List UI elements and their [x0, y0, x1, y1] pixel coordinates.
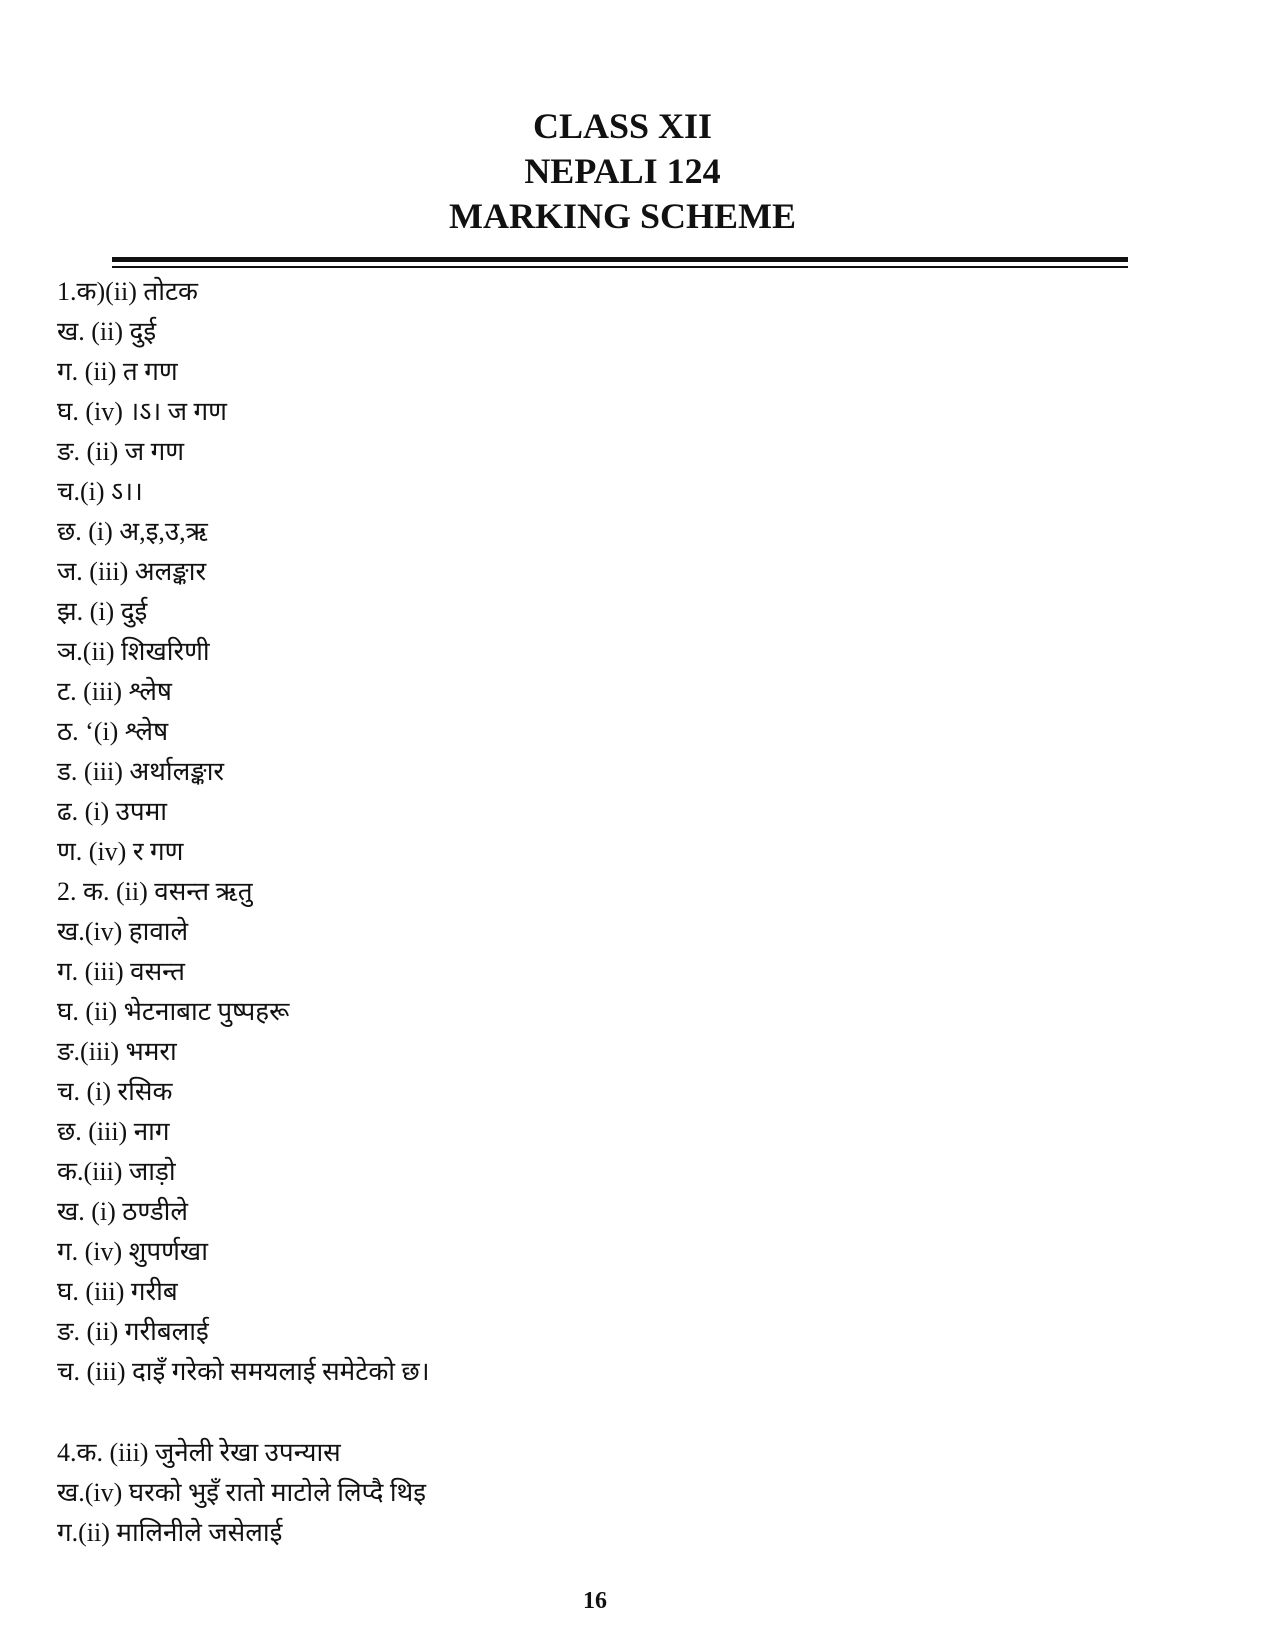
answer-item: घ. (iv) ।ऽ। ज गण	[57, 397, 227, 426]
answer-item: 4.क. (iii) जुनेली रेखा उपन्यास	[57, 1438, 341, 1467]
answer-item: ङ. (ii) ज गण	[57, 437, 185, 466]
answer-item: ख.(iv) घरको भुइँ रातो माटोले लिप्दै थिइ	[57, 1478, 427, 1507]
answer-item: ट. (iii) श्लेष	[57, 677, 172, 706]
answer-item: च. (i) रसिक	[57, 1077, 173, 1106]
answer-item: ण. (iv) र गण	[57, 837, 184, 866]
document-header	[0, 104, 1245, 239]
answer-item: ग. (iv) शुपर्णखा	[57, 1237, 208, 1266]
answer-item: ग.(ii) मालिनीले जसेलाई	[57, 1518, 283, 1547]
answer-item: ढ. (i) उपमा	[57, 797, 167, 826]
answer-item: च. (iii) दाइँ गरेको समयलाई समेटेको छ।	[57, 1357, 430, 1386]
header-divider-thick	[112, 257, 1128, 262]
answer-item: झ. (i) दुई	[57, 597, 148, 626]
answer-item: च.(i) ऽ।।	[57, 477, 143, 506]
answer-item: घ. (iii) गरीब	[57, 1277, 178, 1306]
header-title: MARKING SCHEME	[448, 196, 796, 236]
answer-item: ञ.(ii) शिखरिणी	[57, 637, 210, 666]
answer-item: 1.क)(ii) तोटक	[57, 277, 199, 306]
answer-item: ग. (ii) त गण	[57, 357, 178, 386]
answer-list	[57, 272, 430, 1553]
answer-item: क.(iii) जाड़ो	[57, 1157, 176, 1186]
answer-item: ठ. ‘(i) श्लेष	[57, 717, 169, 746]
answer-item: ज. (iii) अलङ्कार	[57, 557, 207, 586]
header-class: CLASS XII	[532, 106, 713, 146]
answer-item: घ. (ii) भेटनाबाट पुष्पहरू	[57, 997, 290, 1026]
answer-item	[57, 1392, 430, 1433]
page-number: 16	[583, 1588, 607, 1614]
header-divider-thin	[112, 266, 1128, 268]
answer-item: ख. (ii) दुई	[57, 317, 157, 346]
answer-item: छ. (i) अ,इ,उ,ऋ	[57, 517, 208, 546]
answer-item: ग. (iii) वसन्त	[57, 957, 185, 986]
answer-item: 2. क. (ii) वसन्त ऋतु	[57, 877, 253, 906]
answer-item: ख. (i) ठण्डीले	[57, 1197, 189, 1226]
answer-item: ख.(iv) हावाले	[57, 917, 189, 946]
header-subject: NEPALI 124	[524, 151, 721, 191]
answer-item: ङ. (ii) गरीबलाई	[57, 1317, 209, 1346]
answer-item: ङ.(iii) भमरा	[57, 1037, 177, 1066]
answer-item: छ. (iii) नाग	[57, 1117, 170, 1146]
answer-item: ड. (iii) अर्थालङ्कार	[57, 757, 225, 786]
